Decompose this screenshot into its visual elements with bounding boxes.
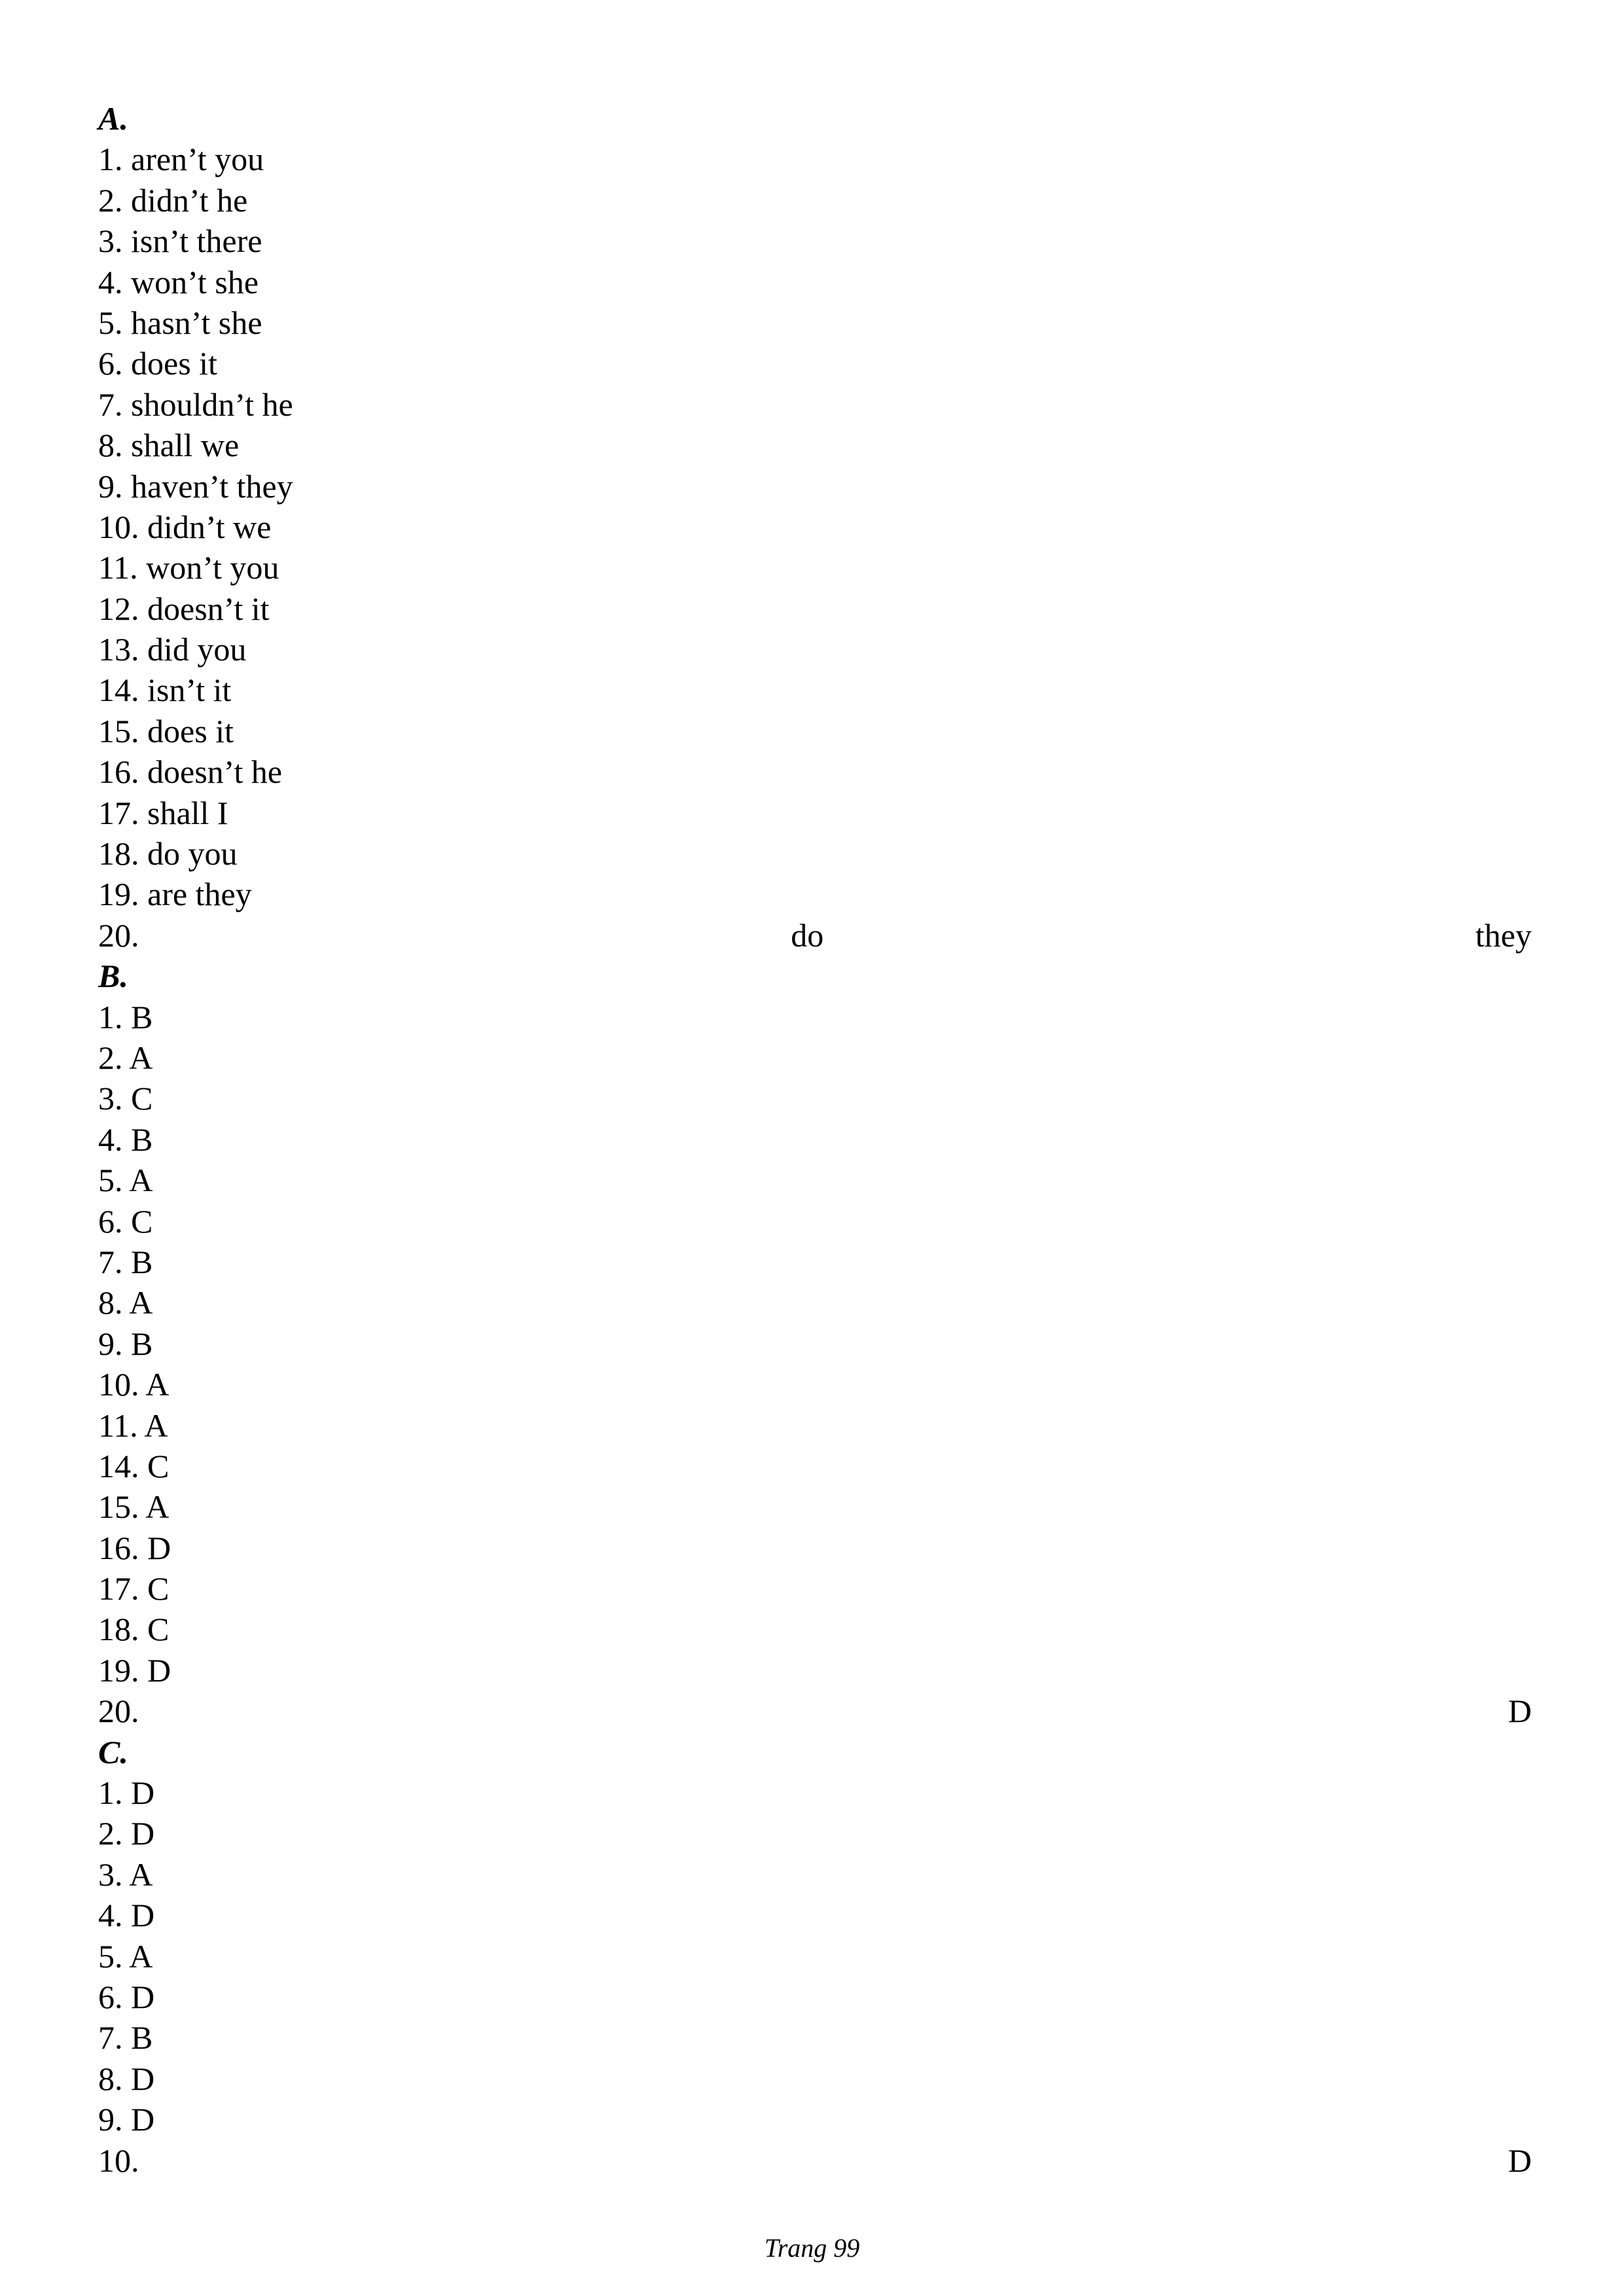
list-item: 8. D	[98, 2060, 155, 2097]
list-item: 17. shall I	[98, 794, 228, 831]
list-item: 3. isn’t there	[98, 223, 262, 260]
item-answer: D	[1507, 1693, 1532, 1730]
section-b-list	[98, 997, 1532, 1691]
list-item: 12. doesn’t it	[98, 590, 270, 627]
list-item: 16. doesn’t he	[98, 753, 282, 791]
list-item: 10. A	[98, 1366, 170, 1403]
list-item: 11. won’t you	[98, 549, 280, 586]
list-item: 18. C	[98, 1611, 170, 1648]
section-a-list	[98, 139, 1532, 914]
list-item: 7. shouldn’t he	[98, 386, 293, 423]
section-c-list	[98, 1772, 1532, 2140]
item-word: they	[1475, 916, 1532, 954]
list-item: 6. C	[98, 1202, 153, 1240]
list-item: 4. B	[98, 1121, 153, 1158]
answer-key	[98, 98, 1532, 2181]
item-word: do	[791, 916, 824, 954]
list-item: 9. haven’t they	[98, 467, 293, 505]
page-footer: Trang 99	[764, 2233, 860, 2263]
list-item: 3. C	[98, 1080, 153, 1117]
section-c-heading: C.	[98, 1733, 128, 1770]
list-item: 8. A	[98, 1284, 153, 1321]
list-item: 6. does it	[98, 345, 217, 382]
list-item: 1. D	[98, 1774, 155, 1812]
list-item: 14. isn’t it	[98, 672, 232, 709]
section-b-heading: B.	[98, 958, 128, 995]
list-item: 16. D	[98, 1529, 171, 1566]
list-item: 3. A	[98, 1856, 153, 1893]
list-item: 9. D	[98, 2101, 155, 2138]
list-item: 7. B	[98, 2019, 153, 2056]
list-item: 15. A	[98, 1488, 170, 1526]
list-item: 7. B	[98, 1243, 153, 1280]
list-item: 2. D	[98, 1815, 155, 1852]
section-c-last-item	[98, 2140, 1532, 2181]
list-item: 6. D	[98, 1978, 155, 2015]
list-item: 19. D	[98, 1651, 171, 1689]
list-item: 9. B	[98, 1325, 153, 1362]
section-a-last-item	[98, 915, 1532, 956]
list-item: 1. B	[98, 998, 153, 1035]
list-item: 13. did you	[98, 631, 247, 668]
list-item: 8. shall we	[98, 427, 240, 464]
list-item: 1. aren’t you	[98, 141, 264, 178]
item-answer: D	[1507, 2142, 1532, 2179]
section-b-last-item	[98, 1691, 1532, 1731]
item-number: 20.	[98, 916, 139, 954]
list-item: 18. do you	[98, 835, 238, 872]
list-item: 14. C	[98, 1447, 170, 1484]
list-item: 2. A	[98, 1039, 153, 1076]
list-item: 10. didn’t we	[98, 508, 272, 545]
list-item: 5. hasn’t she	[98, 304, 262, 341]
list-item: 4. won’t she	[98, 263, 259, 300]
list-item: 17. C	[98, 1570, 170, 1607]
list-item: 15. does it	[98, 712, 234, 749]
list-item: 19. are they	[98, 876, 252, 913]
list-item: 2. didn’t he	[98, 181, 248, 219]
list-item: 5. A	[98, 1162, 153, 1199]
section-a-heading: A.	[98, 100, 128, 137]
item-number: 10.	[98, 2142, 139, 2179]
list-item: 11. A	[98, 1407, 168, 1444]
list-item: 5. A	[98, 1937, 153, 1975]
item-number: 20.	[98, 1693, 139, 1730]
list-item: 4. D	[98, 1897, 155, 1934]
